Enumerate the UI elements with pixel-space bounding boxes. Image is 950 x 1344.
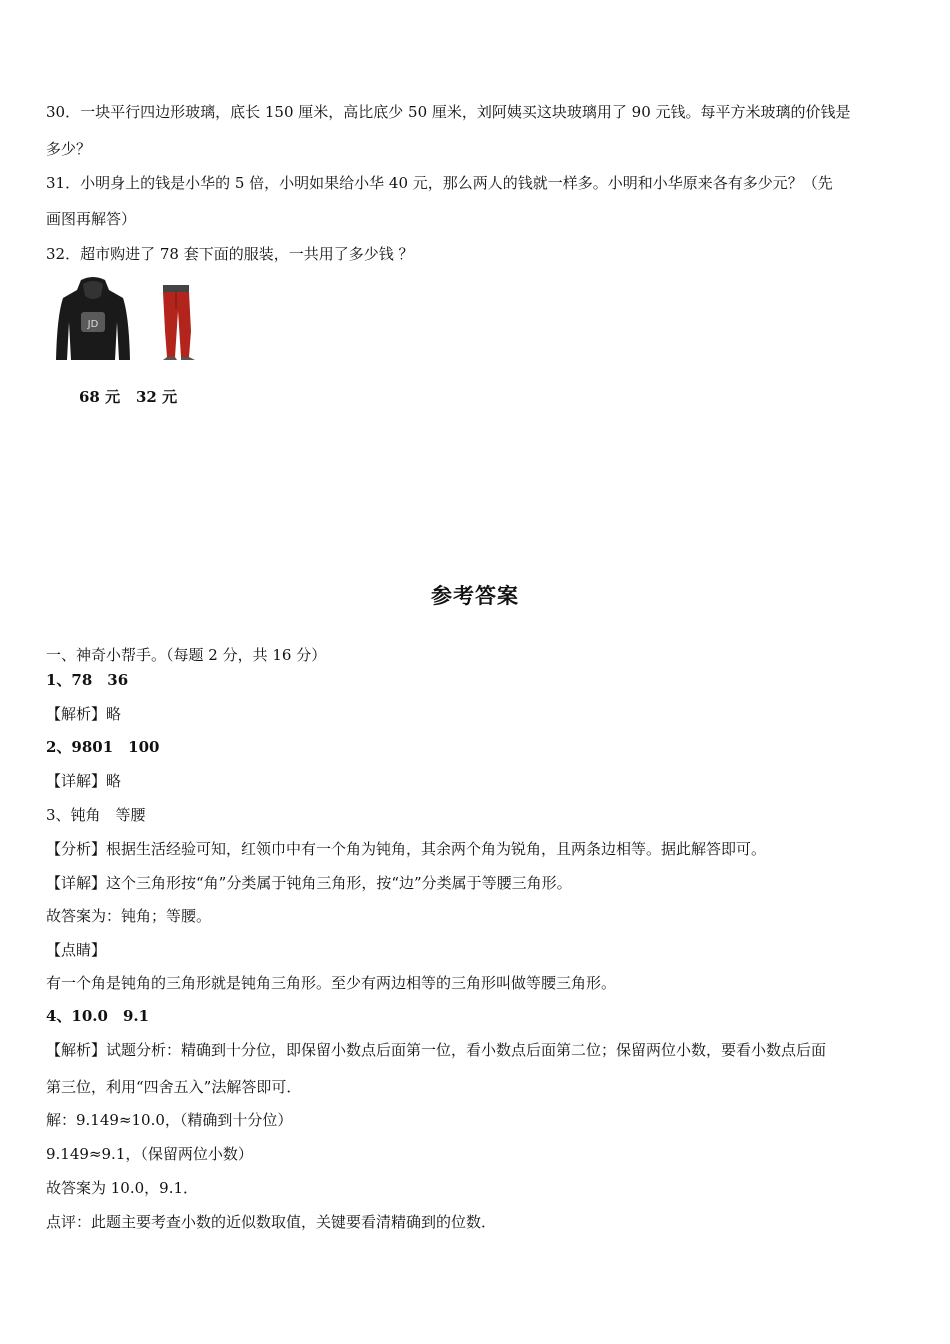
q30-line1: 30．一块平行四边形玻璃，底长 150 厘米，高比底少 50 厘米，刘阿姨买这块玻璃用了 90 元钱。每平方米玻璃的价钱是: [46, 103, 851, 121]
answer-line: 【解析】略: [46, 705, 122, 723]
q31-line2: 画图再解答）: [46, 210, 137, 228]
q31-line1: 31．小明身上的钱是小华的 5 倍，小明如果给小华 40 元，那么两人的钱就一样多。小明和小华原来各有多少元？（先: [46, 174, 833, 192]
answer-line: 【点睛】: [46, 941, 107, 959]
hoodie-print-text: JD: [87, 319, 99, 330]
answer-line: 【解析】试题分析：精确到十分位，即保留小数点后面第一位，看小数点后面第二位；保留两位小数，要看小数点后面: [46, 1041, 827, 1059]
answer-line: 故答案为：钝角；等腰。: [46, 907, 212, 925]
answer-line: 4、10.0 9.1: [46, 1007, 150, 1025]
pants-image: [155, 283, 199, 361]
answer-line: 9.149≈9.1，（保留两位小数）: [46, 1145, 253, 1163]
pants-price: 32 元: [136, 388, 178, 406]
answer-line: 解：9.149≈10.0，（精确到十分位）: [46, 1111, 293, 1129]
hoodie-image: [55, 276, 131, 362]
answers-title: 参考答案: [431, 584, 519, 608]
answer-section-heading: 一、神奇小帮手。（每题 2 分，共 16 分）: [46, 646, 327, 664]
q32-line1: 32．超市购进了 78 套下面的服装，一共用了多少钱 ？: [46, 245, 414, 263]
answer-line: 点评：此题主要考查小数的近似数取值，关键要看清精确到的位数．: [46, 1213, 497, 1231]
q30-line2: 多少？: [46, 140, 92, 158]
answer-line: 【详解】这个三角形按“角”分类属于钝角三角形，按“边”分类属于等腰三角形。: [46, 874, 572, 892]
answer-line: 有一个角是钝角的三角形就是钝角三角形。至少有两边相等的三角形叫做等腰三角形。: [46, 974, 617, 992]
answer-line: 【详解】略: [46, 772, 122, 790]
answer-line: 3、钝角 等腰: [46, 806, 146, 824]
answer-line: 第三位，利用“四舍五入”法解答即可．: [46, 1078, 302, 1096]
answer-line: 2、9801 100: [46, 738, 160, 756]
answer-line: 故答案为 10.0，9.1．: [46, 1179, 199, 1197]
answer-line: 【分析】根据生活经验可知，红领巾中有一个角为钝角，其余两个角为锐角，且两条边相等。据此解答即可。: [46, 840, 767, 858]
hoodie-price: 68 元: [79, 388, 121, 406]
answer-line: 1、78 36: [46, 671, 129, 689]
